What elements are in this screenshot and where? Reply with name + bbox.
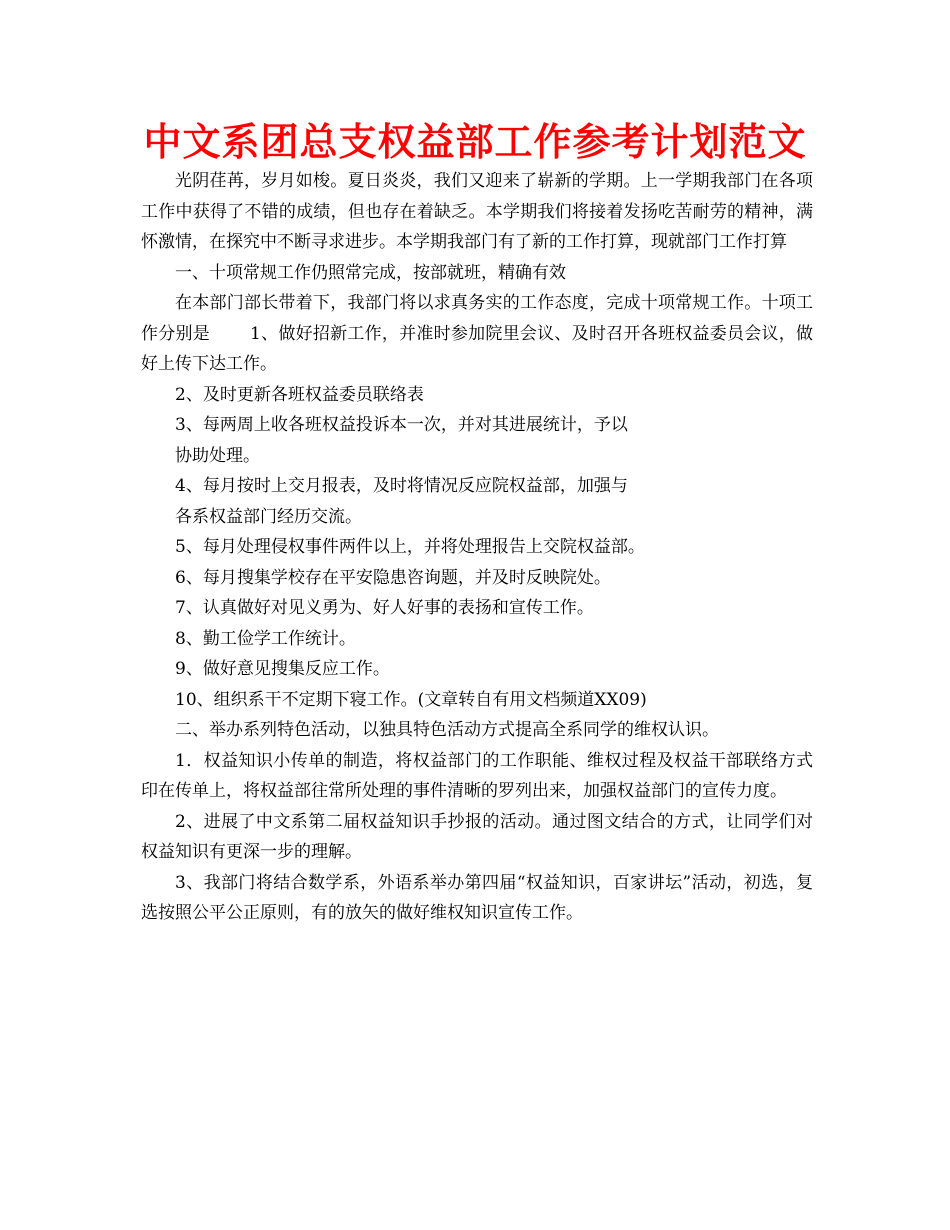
list-item-10: 10、组织系干不定期下寝工作。(文章转自有用文档频道XX09) xyxy=(175,689,647,710)
document-body xyxy=(141,166,813,929)
paragraph-section-1-intro xyxy=(141,288,813,380)
list-item-8: 8、勤工俭学工作统计。 xyxy=(175,628,356,649)
list-item-1: 1、做好招新工作，并准时参加院里会议、及时召开各班权益委员会议，做好上传下达工作。 xyxy=(141,323,813,374)
list-item-6: 6、每月搜集学校存在平安隐患咨询题，并及时反映院处。 xyxy=(175,567,611,588)
list-item-3-continued: 协助处理。 xyxy=(175,445,260,466)
paragraph-section-1-intro-text: 在本部门部长带着下，我部门将以求真务实的工作态度，完成十项常规工作。十项工作分别是 xyxy=(141,293,813,344)
activity-item-1: 1．权益知识小传单的制造，将权益部门的工作职能、维权过程及权益干部联络方式印在传单上，将权益部往常所处理的事件清晰的罗列出来，加强权益部门的宣传力度。 xyxy=(141,750,813,801)
list-item-5: 5、每月处理侵权事件两件以上，并将处理报告上交院权益部。 xyxy=(175,537,645,557)
paragraph-section-1-heading: 一、十项常规工作仍照常完成，按部就班，精确有效 xyxy=(175,262,566,283)
list-item-3: 3、每两周上收各班权益投诉本一次，并对其进展统计，予以 xyxy=(175,415,628,435)
list-item-4-continued: 各系权益部门经历交流。 xyxy=(175,506,362,527)
activity-item-3: 3、我部门将结合数学系，外语系举办第四届“权益知识，百家讲坛”活动，初选，复选按照公平公正原则，有的放矢的做好维权知识宣传工作。 xyxy=(141,872,813,923)
document-title: 中文系团总支权益部工作参考计划范文 xyxy=(143,120,807,164)
list-item-4: 4、每月按时上交月报表，及时将情况反应院权益部，加强与 xyxy=(175,476,628,496)
paragraph-intro: 光阴荏苒，岁月如梭。夏日炎炎，我们又迎来了崭新的学期。上一学期我部门在各项工作中获得了不错的成绩，但也存在着缺乏。本学期我们将接着发扬吃苦耐劳的精神，满怀激情，在探究中不断寻求进步。本学期我部门有了新的工作打算，现就部门工作打算 xyxy=(141,171,813,252)
list-item-2: 2、及时更新各班权益委员联络表 xyxy=(175,384,424,405)
list-item-9: 9、做好意见搜集反应工作。 xyxy=(175,659,390,679)
activity-item-2: 2、进展了中文系第二届权益知识手抄报的活动。通过图文结合的方式，让同学们对权益知识有更深一步的理解。 xyxy=(141,811,813,862)
paragraph-section-2-heading: 二、举办系列特色活动，以独具特色活动方式提高全系同学的维权认识。 xyxy=(175,720,719,740)
list-item-7: 7、认真做好对见义勇为、好人好事的表扬和宣传工作。 xyxy=(175,598,594,618)
